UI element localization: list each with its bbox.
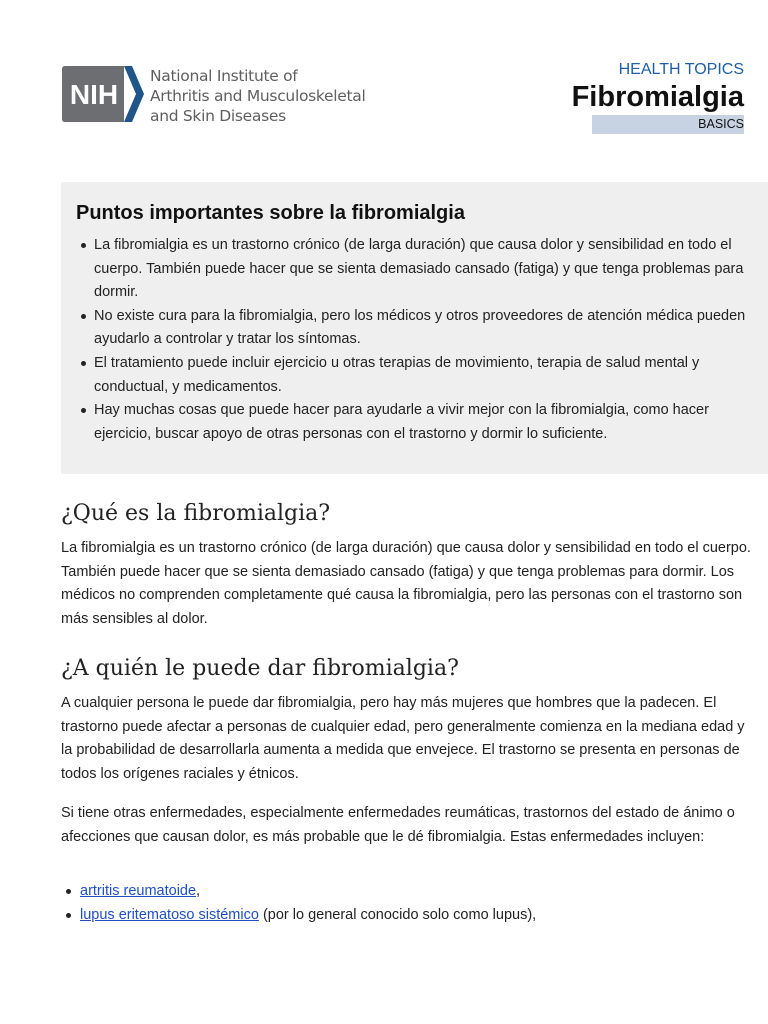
key-point-item xyxy=(79,352,759,399)
section-who-gets-paragraph-2: Si tiene otras enfermedades, especialmente enfermedades reumáticas, trastornos del estado de ánimo o afecciones que causan dolor, es más probable que le dé fibromialgia. Estas enfermedades incluyen: xyxy=(61,805,735,845)
section-heading-who-gets: ¿A quién le puede dar fibromialgia? xyxy=(61,656,459,681)
key-points-heading: Puntos importantes sobre la fibromialgia xyxy=(76,202,465,224)
nih-logo-mark xyxy=(62,66,144,124)
section-who-gets-paragraph-1: A cualquier persona le puede dar fibromialgia, pero hay más mujeres que hombres que la padecen. El trastorno puede afectar a personas de cualquier edad, pero generalmente comienza en la mediana edad y la probabilidad de desarrollarla aumenta a medida que envejece. El trastorno se presenta en personas de todos los orígenes raciales y étnicos. xyxy=(61,695,745,782)
bullet-icon xyxy=(81,361,86,366)
key-point-item xyxy=(79,305,759,352)
bullet-icon xyxy=(81,408,86,413)
institute-name-line-3: and Skin Diseases xyxy=(150,107,286,125)
bullet-icon xyxy=(66,889,71,894)
section-what-is-paragraph: La fibromialgia es un trastorno crónico (de larga duración) que causa dolor y sensibilidad en todo el cuerpo. También puede hacer que se sienta demasiado cansado (fatiga) y que tenga problemas para dormir. Los médicos no comprenden completamente qué causa la fibromialgia, pero las personas con el trastorno son más sensibles al dolor. xyxy=(61,540,751,627)
condition-item xyxy=(62,880,742,904)
health-topics-label: HEALTH TOPICS xyxy=(618,61,744,78)
key-point-text: No existe cura para la fibromialgia, pero los médicos y otros proveedores de atención médica pueden ayudarlo a controlar y tratar los síntomas. xyxy=(94,307,746,348)
institute-name-line-1: National Institute of xyxy=(150,67,298,85)
nih-logo-letters: NIH xyxy=(69,79,119,110)
lupus-link[interactable]: lupus eritematoso sistémico xyxy=(80,906,259,923)
key-points-list xyxy=(79,234,759,446)
rheumatoid-arthritis-link[interactable]: artritis reumatoide xyxy=(80,883,197,899)
key-point-text: La fibromialgia es un trastorno crónico (de larga duración) que causa dolor y sensibilidad en todo el cuerpo. También puede hacer que se sienta demasiado cansado (fatiga) y que tenga problemas para dormir. xyxy=(94,237,744,301)
key-point-text: Hay muchas cosas que puede hacer para ayudarle a vivir mejor con la fibromialgia, como hacer ejercicio, buscar apoyo de otras personas con el trastorno y dormir lo suficiente. xyxy=(94,402,709,442)
condition-item xyxy=(62,904,742,928)
institute-name xyxy=(150,66,366,126)
condition-suffix: (por lo general conocido solo como lupus), xyxy=(258,906,537,923)
basics-tag: BASICS xyxy=(592,115,744,134)
bullet-icon xyxy=(66,913,71,918)
section-heading-what-is: ¿Qué es la fibromialgia? xyxy=(61,501,331,526)
page-title: Fibromialgia xyxy=(571,81,744,113)
key-point-item xyxy=(79,234,759,305)
key-points-box xyxy=(61,182,768,474)
bullet-icon xyxy=(81,314,86,319)
nih-logo xyxy=(62,66,366,126)
key-point-item xyxy=(79,399,759,446)
conditions-list xyxy=(62,880,742,927)
condition-suffix: , xyxy=(196,883,201,899)
institute-name-line-2: Arthritis and Musculoskeletal xyxy=(150,87,366,105)
key-point-text: El tratamiento puede incluir ejercicio u otras terapias de movimiento, terapia de salud mental y conductual, y medicamentos. xyxy=(94,354,700,395)
bullet-icon xyxy=(81,243,86,248)
topic-header xyxy=(544,60,744,131)
